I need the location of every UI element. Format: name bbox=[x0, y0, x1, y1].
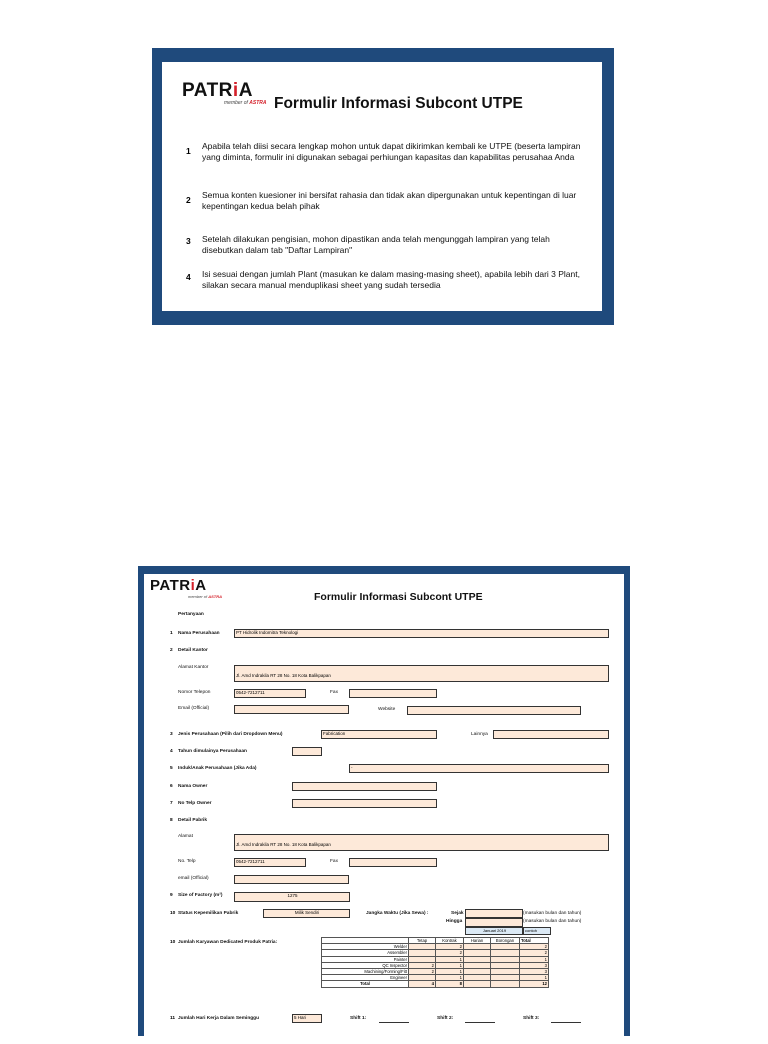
shift3-field[interactable] bbox=[551, 1022, 581, 1023]
factory-email-label: email (Official) bbox=[178, 876, 209, 881]
logo-tail: A bbox=[195, 577, 207, 594]
q8-number: 8 bbox=[170, 818, 173, 823]
shift1-field[interactable] bbox=[379, 1022, 409, 1023]
ownership-status-field[interactable]: Milik Sendiri bbox=[263, 909, 350, 918]
q9-number: 9 bbox=[170, 893, 173, 898]
workdays-field[interactable]: 5 Hari bbox=[292, 1014, 322, 1023]
instruction-text: Setelah dilakukan pengisian, mohon dipastikan anda telah mengunggah lampiran yang telah disebutkan dalam tab "Daftar Lampiran" bbox=[202, 234, 550, 255]
instruction-text: Isi sesuai dengan jumlah Plant (masukan ke dalam masing-masing sheet), apabila lebih dari 3 Plant, silakan secara manual menduplikasi sheet yang sudah tersedia bbox=[202, 269, 580, 290]
other-type-label: Lainnya bbox=[471, 732, 488, 737]
factory-size-label: Size of Factory (m²) bbox=[178, 893, 223, 898]
employee-table bbox=[321, 937, 549, 988]
role-label: Welder bbox=[322, 944, 409, 950]
instructions-card-body bbox=[162, 62, 602, 311]
office-address-label: Alamat Kantor bbox=[178, 665, 209, 670]
owner-phone-label: No Telp Owner bbox=[178, 801, 212, 806]
role-label: Painter bbox=[322, 956, 409, 962]
q11-number: 11 bbox=[170, 1016, 176, 1021]
kontrak-total: 8 bbox=[436, 981, 464, 987]
other-type-field[interactable] bbox=[493, 730, 609, 739]
total-cell: 2 bbox=[520, 950, 549, 956]
logo-sub-brand: ASTRA bbox=[208, 594, 223, 599]
factory-email-field[interactable] bbox=[234, 875, 349, 884]
kontrak-cell[interactable]: 1 bbox=[436, 962, 464, 968]
factory-detail-label: Detail Pabrik bbox=[178, 818, 208, 823]
role-label: QC Inspector bbox=[322, 962, 409, 968]
q10b-number: 10 bbox=[170, 940, 176, 945]
office-fax-field[interactable] bbox=[349, 689, 437, 698]
factory-fax-field[interactable] bbox=[349, 858, 437, 867]
logo-accent: i bbox=[190, 577, 196, 594]
ownership-status-label: Status Kepemilikan Pabrik bbox=[178, 911, 239, 916]
office-detail-label: Detail Kantor bbox=[178, 648, 208, 653]
office-phone-field[interactable]: 0542-7212711 bbox=[234, 689, 306, 698]
date-example: Januari 2019 bbox=[465, 927, 523, 935]
total-cell: 3 bbox=[520, 962, 549, 968]
harian-total bbox=[464, 981, 491, 987]
kontrak-cell[interactable]: 1 bbox=[436, 956, 464, 962]
total-cell: 1 bbox=[520, 975, 549, 981]
logo-sub-brand: ASTRA bbox=[249, 100, 267, 106]
item-number: 1 bbox=[186, 146, 191, 156]
item-number: 2 bbox=[186, 195, 191, 205]
factory-phone-field[interactable]: 0542-7212711 bbox=[234, 858, 306, 867]
q5-number: 5 bbox=[170, 766, 173, 771]
owner-phone-field[interactable] bbox=[292, 799, 437, 808]
office-email-label: Email (Official) bbox=[178, 706, 210, 711]
factory-size-field[interactable]: 1275 bbox=[234, 892, 350, 902]
parent-company-label: Induk/Anak Perusahaan (Jika Ada) bbox=[178, 766, 257, 771]
company-type-dropdown[interactable]: Fabrication bbox=[321, 730, 437, 739]
header-borongan: Borongan bbox=[491, 938, 520, 944]
logo-accent: i bbox=[232, 80, 239, 101]
since-label: Sejak bbox=[451, 911, 464, 916]
patria-logo bbox=[182, 80, 253, 102]
instruction-text: Apabila telah diisi secara lengkap mohon untuk dapat dikirimkan kembali ke UTPE (beserta lampiran yang diminta, formulir ini digunakan sebagai perhiungan kapasitas dan kapabilitas perusahaa Anda bbox=[202, 141, 581, 162]
tetap-cell[interactable]: 2 bbox=[409, 962, 436, 968]
kontrak-cell[interactable]: 1 bbox=[436, 968, 464, 974]
q10a-number: 10 bbox=[170, 911, 176, 916]
kontrak-cell[interactable]: 1 bbox=[436, 975, 464, 981]
role-label: Engineer bbox=[322, 975, 409, 981]
kontrak-cell[interactable]: 2 bbox=[436, 944, 464, 950]
shift2-field[interactable] bbox=[465, 1022, 495, 1023]
factory-address-label: Alamat bbox=[178, 834, 193, 839]
item-number: 4 bbox=[186, 272, 191, 282]
header-tetap: Tetap bbox=[409, 938, 436, 944]
instructions-card bbox=[152, 48, 614, 325]
patria-logo bbox=[150, 577, 207, 594]
total-label: Total bbox=[322, 981, 409, 987]
tetap-total: 4 bbox=[409, 981, 436, 987]
pertanyaan-label: Pertanyaan bbox=[178, 612, 204, 617]
start-year-label: Tahun dimulainya Perusahaan bbox=[178, 749, 247, 754]
q6-number: 6 bbox=[170, 784, 173, 789]
office-email-field[interactable] bbox=[234, 705, 349, 714]
role-label: Machining/Forming/Fitt bbox=[322, 968, 409, 974]
factory-address-field[interactable]: Jl. Amd Indrakila RT 28 No. 18 Kota Balikpapan bbox=[234, 834, 609, 851]
tetap-cell[interactable]: 2 bbox=[409, 968, 436, 974]
header-total: Total bbox=[520, 938, 549, 944]
rent-period-label: Jangka Waktu (Jika Sewa) : bbox=[366, 911, 429, 916]
header-kontrak: Kontrak bbox=[436, 938, 464, 944]
q3-number: 3 bbox=[170, 732, 173, 737]
office-address-field[interactable]: Jl. Amd Indrakila RT 28 No. 18 Kota Balikpapan bbox=[234, 665, 609, 682]
total-cell: 3 bbox=[520, 968, 549, 974]
company-name-field[interactable]: PT Hidrolik Indomitra Teknologi bbox=[234, 629, 609, 638]
total-cell: 2 bbox=[520, 944, 549, 950]
header-harian: Harian bbox=[464, 938, 491, 944]
company-type-label: Jenis Perusahaan (Pilih dari Dropdown Menu) bbox=[178, 732, 283, 737]
logo-text: PATR bbox=[150, 577, 191, 594]
q2-number: 2 bbox=[170, 648, 173, 653]
logo-subtitle bbox=[188, 594, 222, 599]
factory-phone-label: No. Telp bbox=[178, 859, 196, 864]
until-field[interactable] bbox=[465, 918, 523, 927]
q1-number: 1 bbox=[170, 631, 173, 636]
logo-subtitle bbox=[224, 100, 267, 106]
logo-tail: A bbox=[238, 80, 253, 101]
shift3-label: Shift 3: bbox=[523, 1016, 540, 1021]
factory-fax-label: Fax bbox=[330, 859, 338, 864]
since-hint: (masukan bulan dan tahun) bbox=[523, 911, 582, 916]
office-phone-label: Nomor Telepon bbox=[178, 690, 211, 695]
start-year-field[interactable] bbox=[292, 747, 322, 756]
since-field[interactable] bbox=[465, 909, 523, 918]
instruction-text: Semua konten kuesioner ini bersifat rahasia dan tidak akan dipergunakan untuk kepentingan di luar kepentingan kedua belah pihak bbox=[202, 190, 577, 211]
until-label: Hingga bbox=[446, 919, 463, 924]
shift1-label: Shift 1: bbox=[350, 1016, 367, 1021]
total-row bbox=[322, 981, 549, 987]
website-field[interactable] bbox=[407, 706, 581, 715]
until-hint: (masukan bulan dan tahun) bbox=[523, 919, 582, 924]
borongan-total bbox=[491, 981, 520, 987]
logo-sub-text: member of bbox=[224, 100, 250, 106]
office-fax-label: Fax bbox=[330, 690, 338, 695]
form-title: Formulir Informasi Subcont UTPE bbox=[314, 591, 483, 603]
q7-number: 7 bbox=[170, 801, 173, 806]
logo-text: PATR bbox=[182, 80, 233, 101]
owner-name-field[interactable] bbox=[292, 782, 437, 791]
q4-number: 4 bbox=[170, 749, 173, 754]
grand-total: 12 bbox=[520, 981, 549, 987]
form-card-body bbox=[144, 574, 624, 1044]
form-title: Formulir Informasi Subcont UTPE bbox=[274, 95, 523, 112]
parent-company-field[interactable]: - bbox=[349, 764, 609, 773]
website-label: Website bbox=[378, 707, 396, 712]
logo-sub-text: member of bbox=[188, 594, 209, 599]
company-name-label: Nama Perusahaan bbox=[178, 631, 220, 636]
example-label: contoh bbox=[523, 927, 551, 935]
kontrak-cell[interactable]: 2 bbox=[436, 950, 464, 956]
role-label: Assembler bbox=[322, 950, 409, 956]
total-cell: 1 bbox=[520, 956, 549, 962]
shift2-label: Shift 2: bbox=[437, 1016, 454, 1021]
employee-count-label: Jumlah Karyawan Dedicated Produk Patria: bbox=[178, 940, 278, 945]
owner-name-label: Nama Owner bbox=[178, 784, 208, 789]
form-card bbox=[138, 566, 630, 1036]
item-number: 3 bbox=[186, 236, 191, 246]
workdays-label: Jumlah Hari Kerja Dalam Seminggu bbox=[178, 1016, 260, 1021]
